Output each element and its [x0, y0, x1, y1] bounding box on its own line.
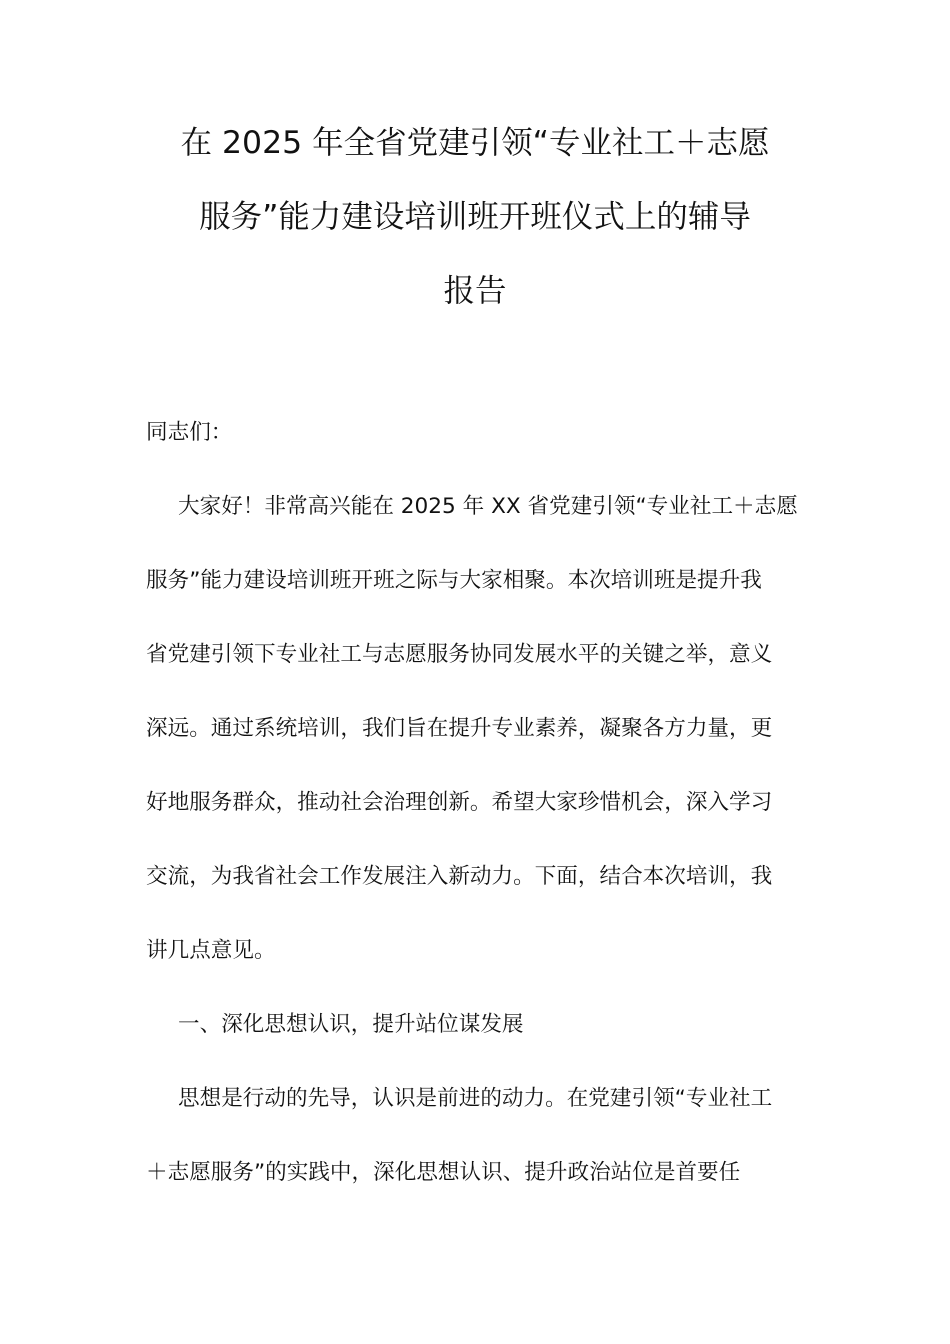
text-line: 服务”能力建设培训班开班之际与大家相聚。本次培训班是提升我	[146, 568, 762, 593]
title-line: 报告	[443, 273, 507, 309]
text-line: 深远。通过系统培训，我们旨在提升专业素养，凝聚各方力量，更	[146, 716, 773, 741]
text-line: ＋志愿服务”的实践中，深化思想认识、提升政治站位是首要任	[146, 1160, 741, 1185]
title-line: 服务”能力建设培训班开班仪式上的辅导	[199, 199, 751, 235]
text-line: 思想是行动的先导，认识是前进的动力。在党建引领“专业社工	[178, 1086, 773, 1111]
heading-line: 一、深化思想认识，提升站位谋发展	[178, 1012, 524, 1037]
text-line: 省党建引领下专业社工与志愿服务协同发展水平的关键之举，意义	[146, 642, 773, 667]
paragraph-intro	[146, 492, 808, 1010]
document-title	[0, 118, 950, 340]
section-heading	[146, 1010, 808, 1084]
text-line: 交流，为我省社会工作发展注入新动力。下面，结合本次培训，我	[146, 864, 773, 889]
text-line: 大家好！非常高兴能在 2025 年 XX 省党建引领“专业社工＋志愿	[178, 494, 798, 519]
title-line: 在 2025 年全省党建引领“专业社工＋志愿	[180, 125, 770, 161]
document-body	[146, 418, 808, 1232]
salutation: 同志们：	[146, 420, 233, 445]
text-line: 讲几点意见。	[146, 938, 276, 963]
paragraph-section-one	[146, 1084, 808, 1232]
text-line: 好地服务群众，推动社会治理创新。希望大家珍惜机会，深入学习	[146, 790, 773, 815]
